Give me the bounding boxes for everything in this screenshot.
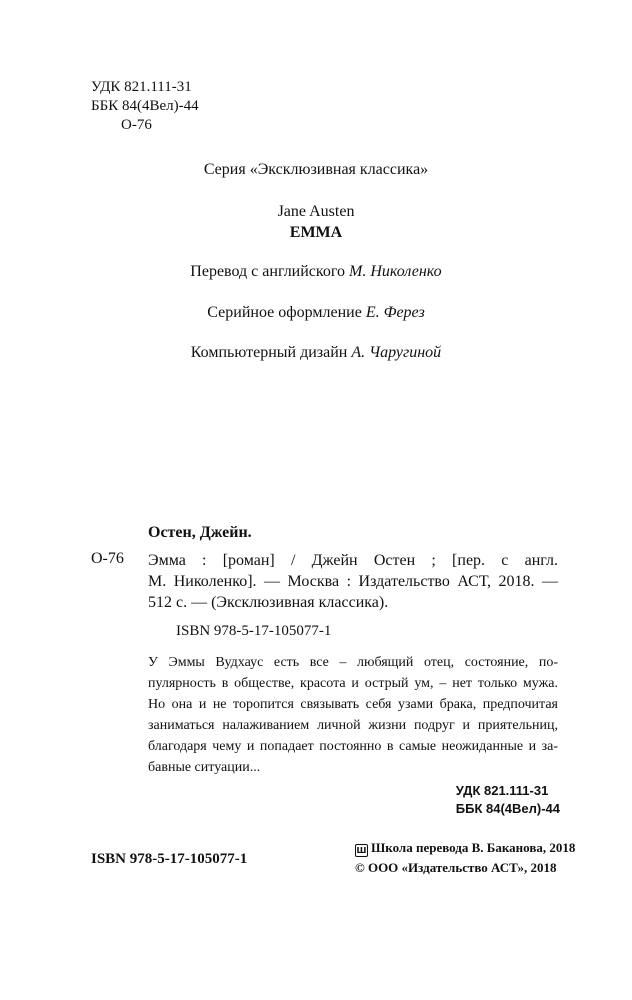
abstract-line: У Эммы Вудхаус есть все – любящий отец, состояние, по- xyxy=(148,655,558,670)
series-design-line xyxy=(0,304,632,322)
copyright-publisher: © ООО «Издательство АСТ», 2018 xyxy=(355,860,557,875)
abstract xyxy=(148,652,558,778)
abstract-line: Но она и не торопится связывать себя узами брака, предпочитая xyxy=(148,697,558,712)
computer-design-name: А. Чаругиной xyxy=(351,344,442,361)
udk-code: УДК 821.111-31 xyxy=(91,79,192,95)
series-design-name: Е. Ферез xyxy=(365,304,425,321)
bib-author: Остен, Джейн. xyxy=(148,524,252,541)
computer-design-label: Компьютерный дизайн xyxy=(190,344,348,361)
computer-design-line xyxy=(0,344,632,362)
bib-code: О-76 xyxy=(91,550,124,567)
udk-block-top xyxy=(91,78,199,135)
abstract-line: пулярность в обществе, красота и острый ум, – нет только мужа. xyxy=(148,676,558,691)
translator-line xyxy=(0,263,632,281)
copyright-translation: Школа перевода В. Баканова, 2018 xyxy=(371,840,576,855)
series-design-label: Серийное оформление xyxy=(207,304,362,321)
isbn-bottom: ISBN 978-5-17-105077-1 xyxy=(91,851,248,867)
bib-isbn: ISBN 978-5-17-105077-1 xyxy=(176,623,332,639)
bbk-code: ББК 84(4Вел)-44 xyxy=(91,98,199,114)
bbk-code-bottom: ББК 84(4Вел)-44 xyxy=(455,801,560,816)
udk-block-bottom xyxy=(456,782,560,818)
shkola-logo-icon: Ш xyxy=(356,846,367,855)
bib-line: 512 с. — (Эксклюзивная классика). xyxy=(148,594,389,611)
abstract-line: благодаря чему и попадает постоянно в самые неожиданные и за- xyxy=(148,739,558,754)
translator-label: Перевод с английского xyxy=(190,263,346,280)
bib-line: Эмма : [роман] / Джейн Остен ; [пер. с англ. xyxy=(148,552,558,569)
copyright-block xyxy=(355,838,575,878)
title-original: EMMA xyxy=(289,224,343,241)
series-title: Серия «Эксклюзивная классика» xyxy=(203,161,429,178)
abstract-line: бавные ситуации... xyxy=(148,760,261,775)
bib-description xyxy=(148,550,558,613)
author-mark: О-76 xyxy=(121,117,152,133)
author-original: Jane Austen xyxy=(277,203,355,220)
bib-line: М. Николенко]. — Москва : Издательство АСТ, 2018. — xyxy=(148,573,558,590)
abstract-line: заниматься налаживанием личной жизни подруг и приятельниц, xyxy=(148,718,558,733)
copyright-line xyxy=(355,838,575,858)
translator-name: М. Николенко xyxy=(349,263,442,280)
udk-code-bottom: УДК 821.111-31 xyxy=(455,783,549,798)
